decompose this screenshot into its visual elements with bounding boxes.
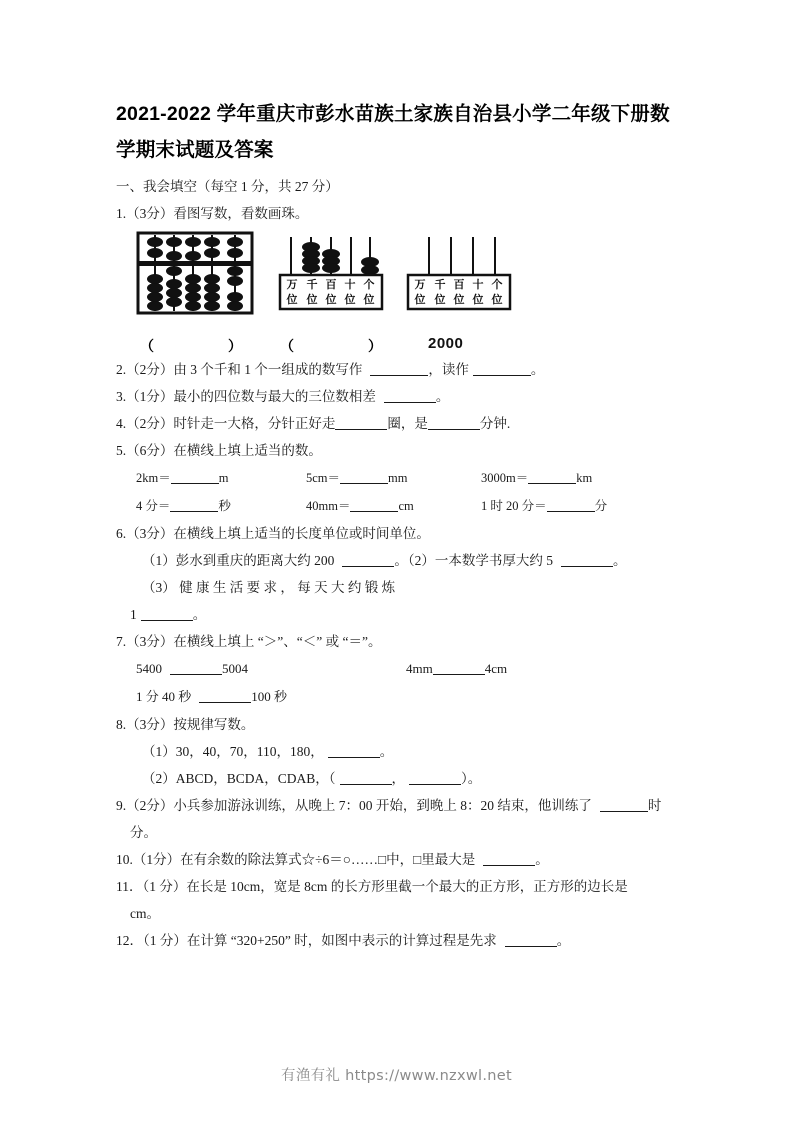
question-11-text-b: cm。 [130, 906, 160, 921]
question-5-row-2 [116, 492, 682, 520]
svg-text:位: 位 [453, 293, 465, 306]
question-12-text-a: 12．（1 分）在计算 “320+250” 时，如图中表示的计算过程是先求 [116, 933, 497, 948]
question-6-blank-2[interactable] [561, 553, 613, 567]
conversion-blank[interactable] [170, 498, 218, 512]
conversion-blank[interactable] [171, 470, 219, 484]
svg-text:十: 十 [472, 278, 484, 291]
question-1-answer-row [116, 335, 682, 356]
answer-paren-open-2: （ [280, 338, 294, 354]
question-6-sub1-a: （1）彭水到重庆的距离大约 200 [142, 553, 335, 568]
conversion-rhs: cm [398, 499, 414, 513]
page-title: 2021-2022 学年重庆市彭水苗族土家族自治县小学二年级下册数学期末试题及答案 [116, 103, 670, 161]
question-6-sub-3 [116, 574, 682, 601]
question-4-blank-1[interactable] [335, 416, 387, 430]
question-12-blank-1[interactable] [505, 933, 557, 947]
comparison-lhs: 5400 [136, 661, 162, 676]
conversion-rhs: m [218, 471, 229, 485]
question-1-stem [116, 200, 682, 227]
question-1-figures [116, 231, 682, 336]
comparison-rhs: 5004 [222, 661, 248, 676]
question-8-blank-1[interactable] [328, 744, 380, 758]
question-10 [116, 846, 682, 873]
conversion-rhs: 分 [594, 499, 608, 513]
conversion-item [481, 492, 607, 520]
conversion-blank[interactable] [350, 498, 398, 512]
comparison-blank[interactable] [170, 661, 222, 675]
question-8-sub1-b: 。 [379, 744, 394, 759]
conversion-rhs: mm [388, 471, 408, 485]
svg-text:个: 个 [363, 278, 375, 291]
svg-text:位: 位 [472, 293, 484, 306]
svg-text:位: 位 [325, 293, 337, 306]
answer-paren-open-1: （ [140, 338, 154, 354]
question-8-sub2-a: （2）ABCD，BCDA，CDAB，（ [142, 771, 336, 786]
conversion-lhs: 4 分＝ [136, 499, 171, 513]
question-10-blank-1[interactable] [483, 852, 535, 866]
counter-caption-2000: 2000 [428, 335, 464, 352]
question-4-text-a: 4.（2分）时针走一大格，分针正好走 [116, 416, 336, 431]
question-3-text-b: 。 [435, 389, 450, 404]
comparison-rhs: 100 秒 [251, 689, 288, 704]
question-3-text-a: 3.（1分）最小的四位数与最大的三位数相差 [116, 389, 376, 404]
question-8-stem [116, 711, 682, 738]
question-11-text-a: 11．（1 分）在长是 10cm，宽是 8cm 的长方形里截一个最大的正方形，正方形的边长是 [116, 879, 628, 894]
conversion-lhs: 2km＝ [136, 471, 171, 485]
svg-text:百: 百 [325, 278, 337, 291]
question-7-row-2 [116, 683, 682, 711]
svg-text:千: 千 [306, 278, 318, 291]
svg-text:十: 十 [344, 278, 356, 291]
comparison-item [136, 683, 287, 711]
question-6-blank-1[interactable] [342, 553, 394, 567]
page-content [116, 96, 682, 954]
question-6-sub3-c: 。 [192, 607, 207, 622]
question-8-sub2-c: ）。 [461, 771, 482, 786]
place-value-counter-filled [278, 231, 384, 323]
svg-text:位: 位 [286, 293, 298, 306]
question-6-sub2-a: （2）一本数学书厚大约 5 [407, 553, 553, 568]
question-6-sub3-b: 1 [130, 607, 137, 622]
conversion-rhs: km [576, 471, 593, 485]
conversion-item [306, 492, 414, 520]
question-6-sub-3-cont [116, 601, 682, 628]
svg-text:百: 百 [453, 278, 465, 291]
question-8-text: 8.（3分）按规律写数。 [116, 717, 255, 732]
place-value-counter-empty [406, 231, 512, 323]
question-9-blank-1[interactable] [600, 798, 648, 812]
comparison-blank[interactable] [199, 689, 251, 703]
question-6-blank-3[interactable] [141, 607, 193, 621]
suanpan-abacus [136, 231, 254, 315]
question-7-row-1 [116, 655, 682, 683]
comparison-lhs: 1 分 40 秒 [136, 689, 192, 704]
section-heading-fill-in-blanks: 一、我会填空（每空 1 分，共 27 分） [116, 179, 339, 194]
question-11-cont [116, 900, 682, 927]
answer-paren-close-2: ） [368, 338, 382, 354]
svg-text:万: 万 [414, 278, 426, 291]
comparison-item [136, 655, 248, 683]
question-2-blank-1[interactable] [370, 362, 428, 376]
comparison-rhs: 4cm [484, 661, 508, 676]
question-5-stem [116, 437, 682, 464]
conversion-item [481, 464, 592, 492]
answer-paren-close-1: ） [228, 338, 242, 354]
question-2-text-b: ，读作 [428, 362, 469, 377]
question-3 [116, 383, 682, 410]
question-8-sub1-a: （1）30，40，70，110，180， [142, 744, 324, 759]
question-3-blank-1[interactable] [384, 389, 436, 403]
question-2-text-a: 2.（2分）由 3 个千和 1 个一组成的数写作 [116, 362, 363, 377]
question-2-blank-2[interactable] [473, 362, 531, 376]
conversion-blank[interactable] [528, 470, 576, 484]
question-2 [116, 356, 682, 383]
question-7-stem [116, 628, 682, 655]
svg-text:千: 千 [434, 278, 446, 291]
question-9-text-b: 时 [647, 798, 662, 813]
question-9-text-c: 分。 [130, 825, 157, 840]
conversion-blank[interactable] [340, 470, 388, 484]
question-2-text-c: 。 [530, 362, 545, 377]
question-8-blank-3[interactable] [409, 771, 461, 785]
conversion-lhs: 5cm＝ [306, 471, 341, 485]
comparison-item [406, 655, 507, 683]
svg-text:位: 位 [491, 293, 503, 306]
svg-text:位: 位 [434, 293, 446, 306]
question-9-cont [116, 819, 682, 846]
question-8-sub2-b: ， [391, 771, 406, 786]
question-12-text-b: 。 [556, 933, 571, 948]
conversion-blank[interactable] [547, 498, 595, 512]
question-10-text-b: 。 [535, 852, 549, 867]
comparison-blank[interactable] [433, 661, 485, 675]
conversion-item [136, 464, 228, 492]
question-6-sub2-b: 。 [613, 553, 627, 568]
question-9 [116, 792, 682, 819]
question-5-row-1 [116, 464, 682, 492]
svg-text:位: 位 [414, 293, 426, 306]
conversion-item [136, 492, 231, 520]
conversion-lhs: 40mm＝ [306, 499, 351, 513]
conversion-lhs: 3000m＝ [481, 471, 529, 485]
svg-text:位: 位 [344, 293, 356, 306]
question-4-text-c: 分钟. [479, 416, 511, 431]
question-11 [116, 873, 682, 900]
question-8-blank-2[interactable] [340, 771, 392, 785]
question-4-blank-2[interactable] [428, 416, 480, 430]
svg-text:万: 万 [286, 278, 298, 291]
question-12 [116, 927, 682, 954]
comparison-lhs: 4mm [406, 661, 433, 676]
footer-watermark: 有渔有礼 https://www.nzxwl.net [281, 1068, 512, 1084]
question-7-text: 7.（3分）在横线上填上 “＞”、“＜” 或 “＝”。 [116, 634, 382, 649]
question-1-text: 1.（3分）看图写数，看数画珠。 [116, 206, 309, 221]
conversion-lhs: 1 时 20 分＝ [481, 499, 547, 513]
question-9-text-a: 9.（2分）小兵参加游泳训练，从晚上 7：00 开始，到晚上 8：20 结束，他训练了 [116, 798, 592, 813]
svg-text:位: 位 [306, 293, 318, 306]
question-10-text-a: 10.（1分）在有余数的除法算式☆÷6＝○……□中，□里最大是 [116, 852, 476, 867]
question-6-sub1-b: 。 [394, 553, 408, 568]
svg-text:位: 位 [363, 293, 375, 306]
question-8-sub-1 [116, 738, 682, 765]
question-5-text: 5.（6分）在横线上填上适当的数。 [116, 443, 322, 458]
conversion-item [306, 464, 407, 492]
question-6-text: 6.（3分）在横线上填上适当的长度单位或时间单位。 [116, 526, 430, 541]
question-6-sub3-a: （3） 健 康 生 活 要 求 ， 每 天 大 约 锻 炼 [142, 580, 396, 595]
svg-text:个: 个 [491, 278, 503, 291]
question-6-sub-1-2 [116, 547, 682, 574]
question-4 [116, 410, 682, 437]
question-4-text-b: 圈，是 [387, 416, 428, 431]
question-6-stem [116, 520, 682, 547]
conversion-rhs: 秒 [218, 499, 231, 513]
question-8-sub-2 [116, 765, 682, 792]
